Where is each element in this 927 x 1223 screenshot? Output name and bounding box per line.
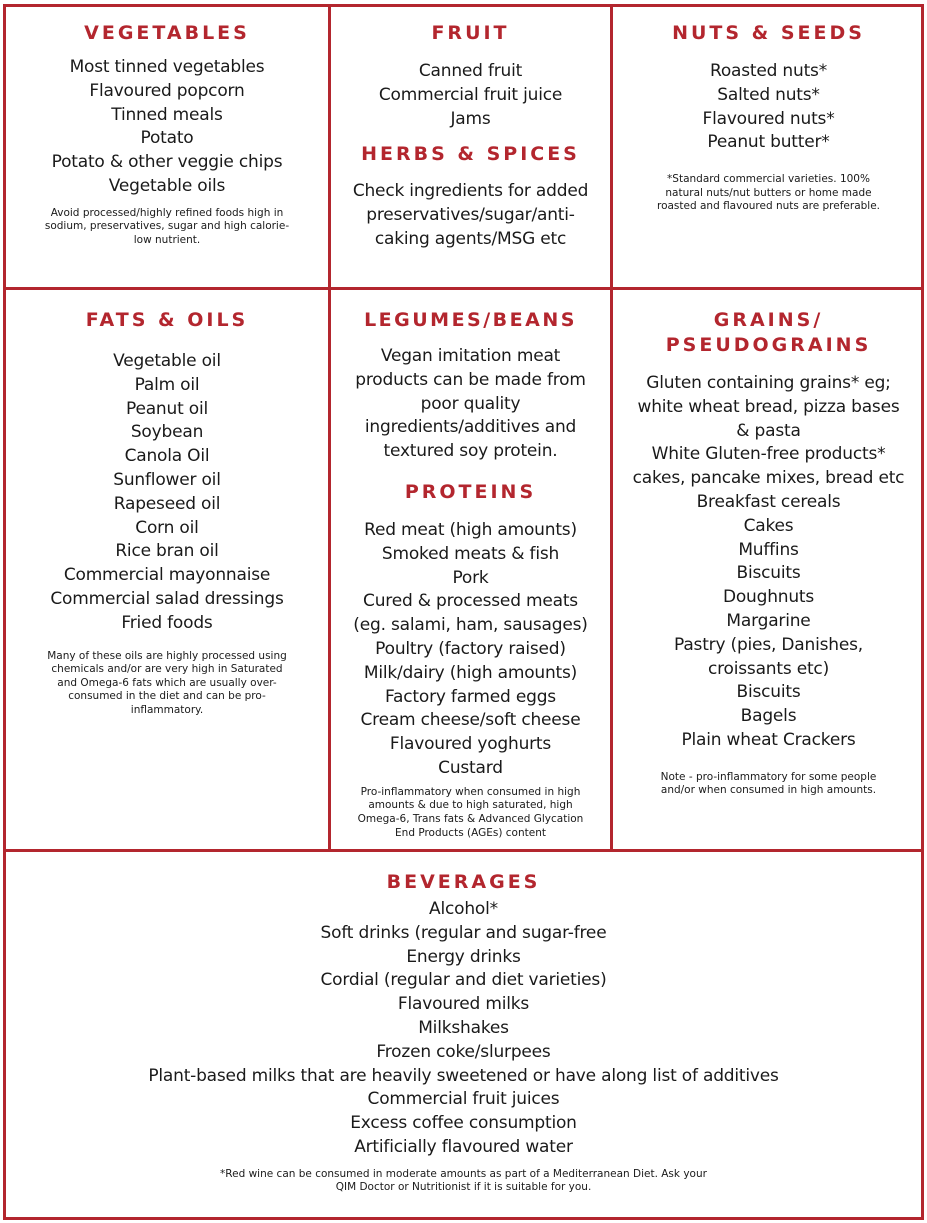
list-item: Pork bbox=[452, 567, 489, 588]
list-item: Alcohol* bbox=[429, 899, 498, 919]
list-item: Sunflower oil bbox=[113, 469, 221, 490]
list-item: Cured & processed meats bbox=[363, 591, 578, 612]
list-item: Soybean bbox=[130, 422, 204, 443]
proteins-list bbox=[341, 519, 600, 781]
list-item: Flavoured milks bbox=[397, 994, 530, 1015]
list-item: Excess coffee consumption bbox=[350, 1113, 577, 1134]
grains-heading-line1: GRAINS/ bbox=[713, 309, 824, 331]
list-item: Plain wheat Crackers bbox=[681, 729, 856, 750]
list-item: Energy drinks bbox=[406, 946, 521, 967]
list-item: Palm oil bbox=[134, 374, 200, 395]
list-item: Commercial fruit juices bbox=[367, 1089, 560, 1110]
list-item: Canned fruit bbox=[418, 61, 523, 81]
list-item: Muffins bbox=[738, 539, 799, 560]
proteins-heading: PROTEINS bbox=[404, 480, 537, 503]
fruit-heading: FRUIT bbox=[431, 22, 510, 44]
list-item: Vegetable oil bbox=[113, 351, 221, 371]
list-item: Rapeseed oil bbox=[113, 493, 221, 514]
list-item: Vegetable oils bbox=[108, 175, 226, 196]
herbs-heading: HERBS & SPICES bbox=[361, 143, 580, 166]
list-item: Commercial fruit juice bbox=[378, 84, 563, 105]
beverages-note-line2: QIM Doctor or Nutritionist if it is suitable for you. bbox=[335, 1181, 592, 1194]
list-item: Soft drinks (regular and sugar-free bbox=[320, 922, 607, 943]
list-item: Cordial (regular and diet varieties) bbox=[320, 970, 607, 991]
list-item: Breakfast cereals bbox=[696, 491, 841, 512]
list-item: Flavoured yoghurts bbox=[389, 734, 552, 755]
grains-list bbox=[625, 372, 912, 753]
list-item: Corn oil bbox=[135, 517, 199, 538]
nuts-note: *Standard commercial varieties. 100% natural nuts/nut butters or home made roasted and flavoured nuts are preferable. bbox=[656, 173, 881, 213]
legumes-text: Vegan imitation meat products can be made from poor quality ingredients/additives and textured soy protein. bbox=[355, 346, 586, 462]
vegetables-heading: VEGETABLES bbox=[84, 22, 250, 44]
fats-cell bbox=[6, 290, 328, 849]
legumes-proteins-cell bbox=[331, 290, 610, 849]
list-item: Poultry (factory raised) bbox=[375, 638, 566, 659]
vegetables-list bbox=[18, 56, 316, 199]
fruit-herbs-cell bbox=[331, 7, 610, 287]
list-item: Potato & other veggie chips bbox=[51, 152, 283, 173]
legumes-heading: LEGUMES/BEANS bbox=[364, 309, 577, 331]
list-item: Tinned meals bbox=[111, 104, 223, 125]
beverages-list bbox=[16, 898, 911, 1160]
list-item: Most tinned vegetables bbox=[69, 57, 265, 77]
grains-note: Note - pro-inflammatory for some people and/or when consumed in high amounts. bbox=[660, 770, 877, 797]
list-item: Gluten containing grains* eg; white wheat bread, pizza bases & pasta bbox=[637, 373, 900, 441]
nuts-heading: NUTS & SEEDS bbox=[672, 22, 865, 44]
vegetables-cell bbox=[6, 7, 328, 287]
nuts-list bbox=[625, 60, 912, 155]
list-item: (eg. salami, ham, sausages) bbox=[353, 615, 588, 636]
nuts-cell bbox=[613, 7, 924, 287]
list-item: Pastry (pies, Danishes, croissants etc) bbox=[674, 634, 863, 679]
list-item: Frozen coke/slurpees bbox=[376, 1041, 551, 1062]
list-item: Factory farmed eggs bbox=[385, 686, 556, 707]
list-item: Margarine bbox=[726, 610, 811, 631]
list-item: Milk/dairy (high amounts) bbox=[363, 662, 578, 683]
list-item: Artificially flavoured water bbox=[354, 1136, 573, 1157]
herbs-text: Check ingredients for added preservatives/sugar/anti-caking agents/MSG etc bbox=[352, 181, 589, 249]
list-item: Commercial salad dressings bbox=[50, 588, 284, 609]
list-item: Custard bbox=[438, 757, 503, 778]
list-item: Rice bran oil bbox=[115, 541, 219, 562]
list-item: Flavoured popcorn bbox=[89, 80, 245, 101]
fruit-list bbox=[341, 60, 600, 131]
list-item: Flavoured nuts* bbox=[702, 108, 835, 129]
vegetables-note: Avoid processed/highly refined foods high in sodium, preservatives, sugar and high calorie-low nutrient. bbox=[44, 206, 290, 246]
grains-heading-line2: PSEUDOGRAINS bbox=[665, 334, 872, 356]
list-item: Peanut oil bbox=[126, 398, 208, 419]
beverages-cell bbox=[6, 852, 921, 1217]
list-item: Biscuits bbox=[736, 563, 801, 584]
list-item: Roasted nuts* bbox=[709, 61, 827, 81]
list-item: Bagels bbox=[740, 706, 797, 727]
beverages-note bbox=[16, 1168, 911, 1195]
list-item: Canola Oil bbox=[124, 446, 210, 467]
fats-heading: FATS & OILS bbox=[85, 309, 249, 331]
beverages-note-line1: *Red wine can be consumed in moderate amounts as part of a Mediterranean Diet. Ask your bbox=[220, 1167, 707, 1180]
list-item: White Gluten-free products* cakes, pancake mixes, bread etc bbox=[632, 444, 905, 489]
list-item: Red meat (high amounts) bbox=[364, 519, 577, 540]
list-item: Smoked meats & fish bbox=[381, 543, 560, 564]
grains-cell bbox=[613, 290, 924, 849]
list-item: Cream cheese/soft cheese bbox=[360, 710, 581, 731]
list-item: Commercial mayonnaise bbox=[63, 565, 271, 586]
list-item: Potato bbox=[140, 128, 194, 149]
grains-heading bbox=[625, 308, 912, 358]
list-item: Peanut butter* bbox=[707, 132, 830, 153]
list-item: Fried foods bbox=[121, 612, 213, 633]
list-item: Plant-based milks that are heavily sweetened or have along list of additives bbox=[148, 1065, 779, 1086]
list-item: Biscuits bbox=[736, 682, 801, 703]
list-item: Doughnuts bbox=[722, 587, 815, 608]
list-item: Jams bbox=[450, 108, 491, 129]
beverages-heading: BEVERAGES bbox=[386, 871, 541, 893]
fats-list bbox=[18, 350, 316, 636]
list-item: Milkshakes bbox=[418, 1017, 509, 1038]
list-item: Salted nuts* bbox=[717, 84, 820, 105]
fats-note: Many of these oils are highly processed using chemicals and/or are very high in Saturated and Omega-6 fats which are usually over-consumed in the diet and can be pro-inflammatory. bbox=[47, 649, 287, 716]
list-item: Cakes bbox=[743, 515, 794, 536]
proteins-note: Pro-inflammatory when consumed in high amounts & due to high saturated, high Omega-6, Trans fats & Advanced Glycation End Products (AGEs) content bbox=[357, 785, 584, 839]
